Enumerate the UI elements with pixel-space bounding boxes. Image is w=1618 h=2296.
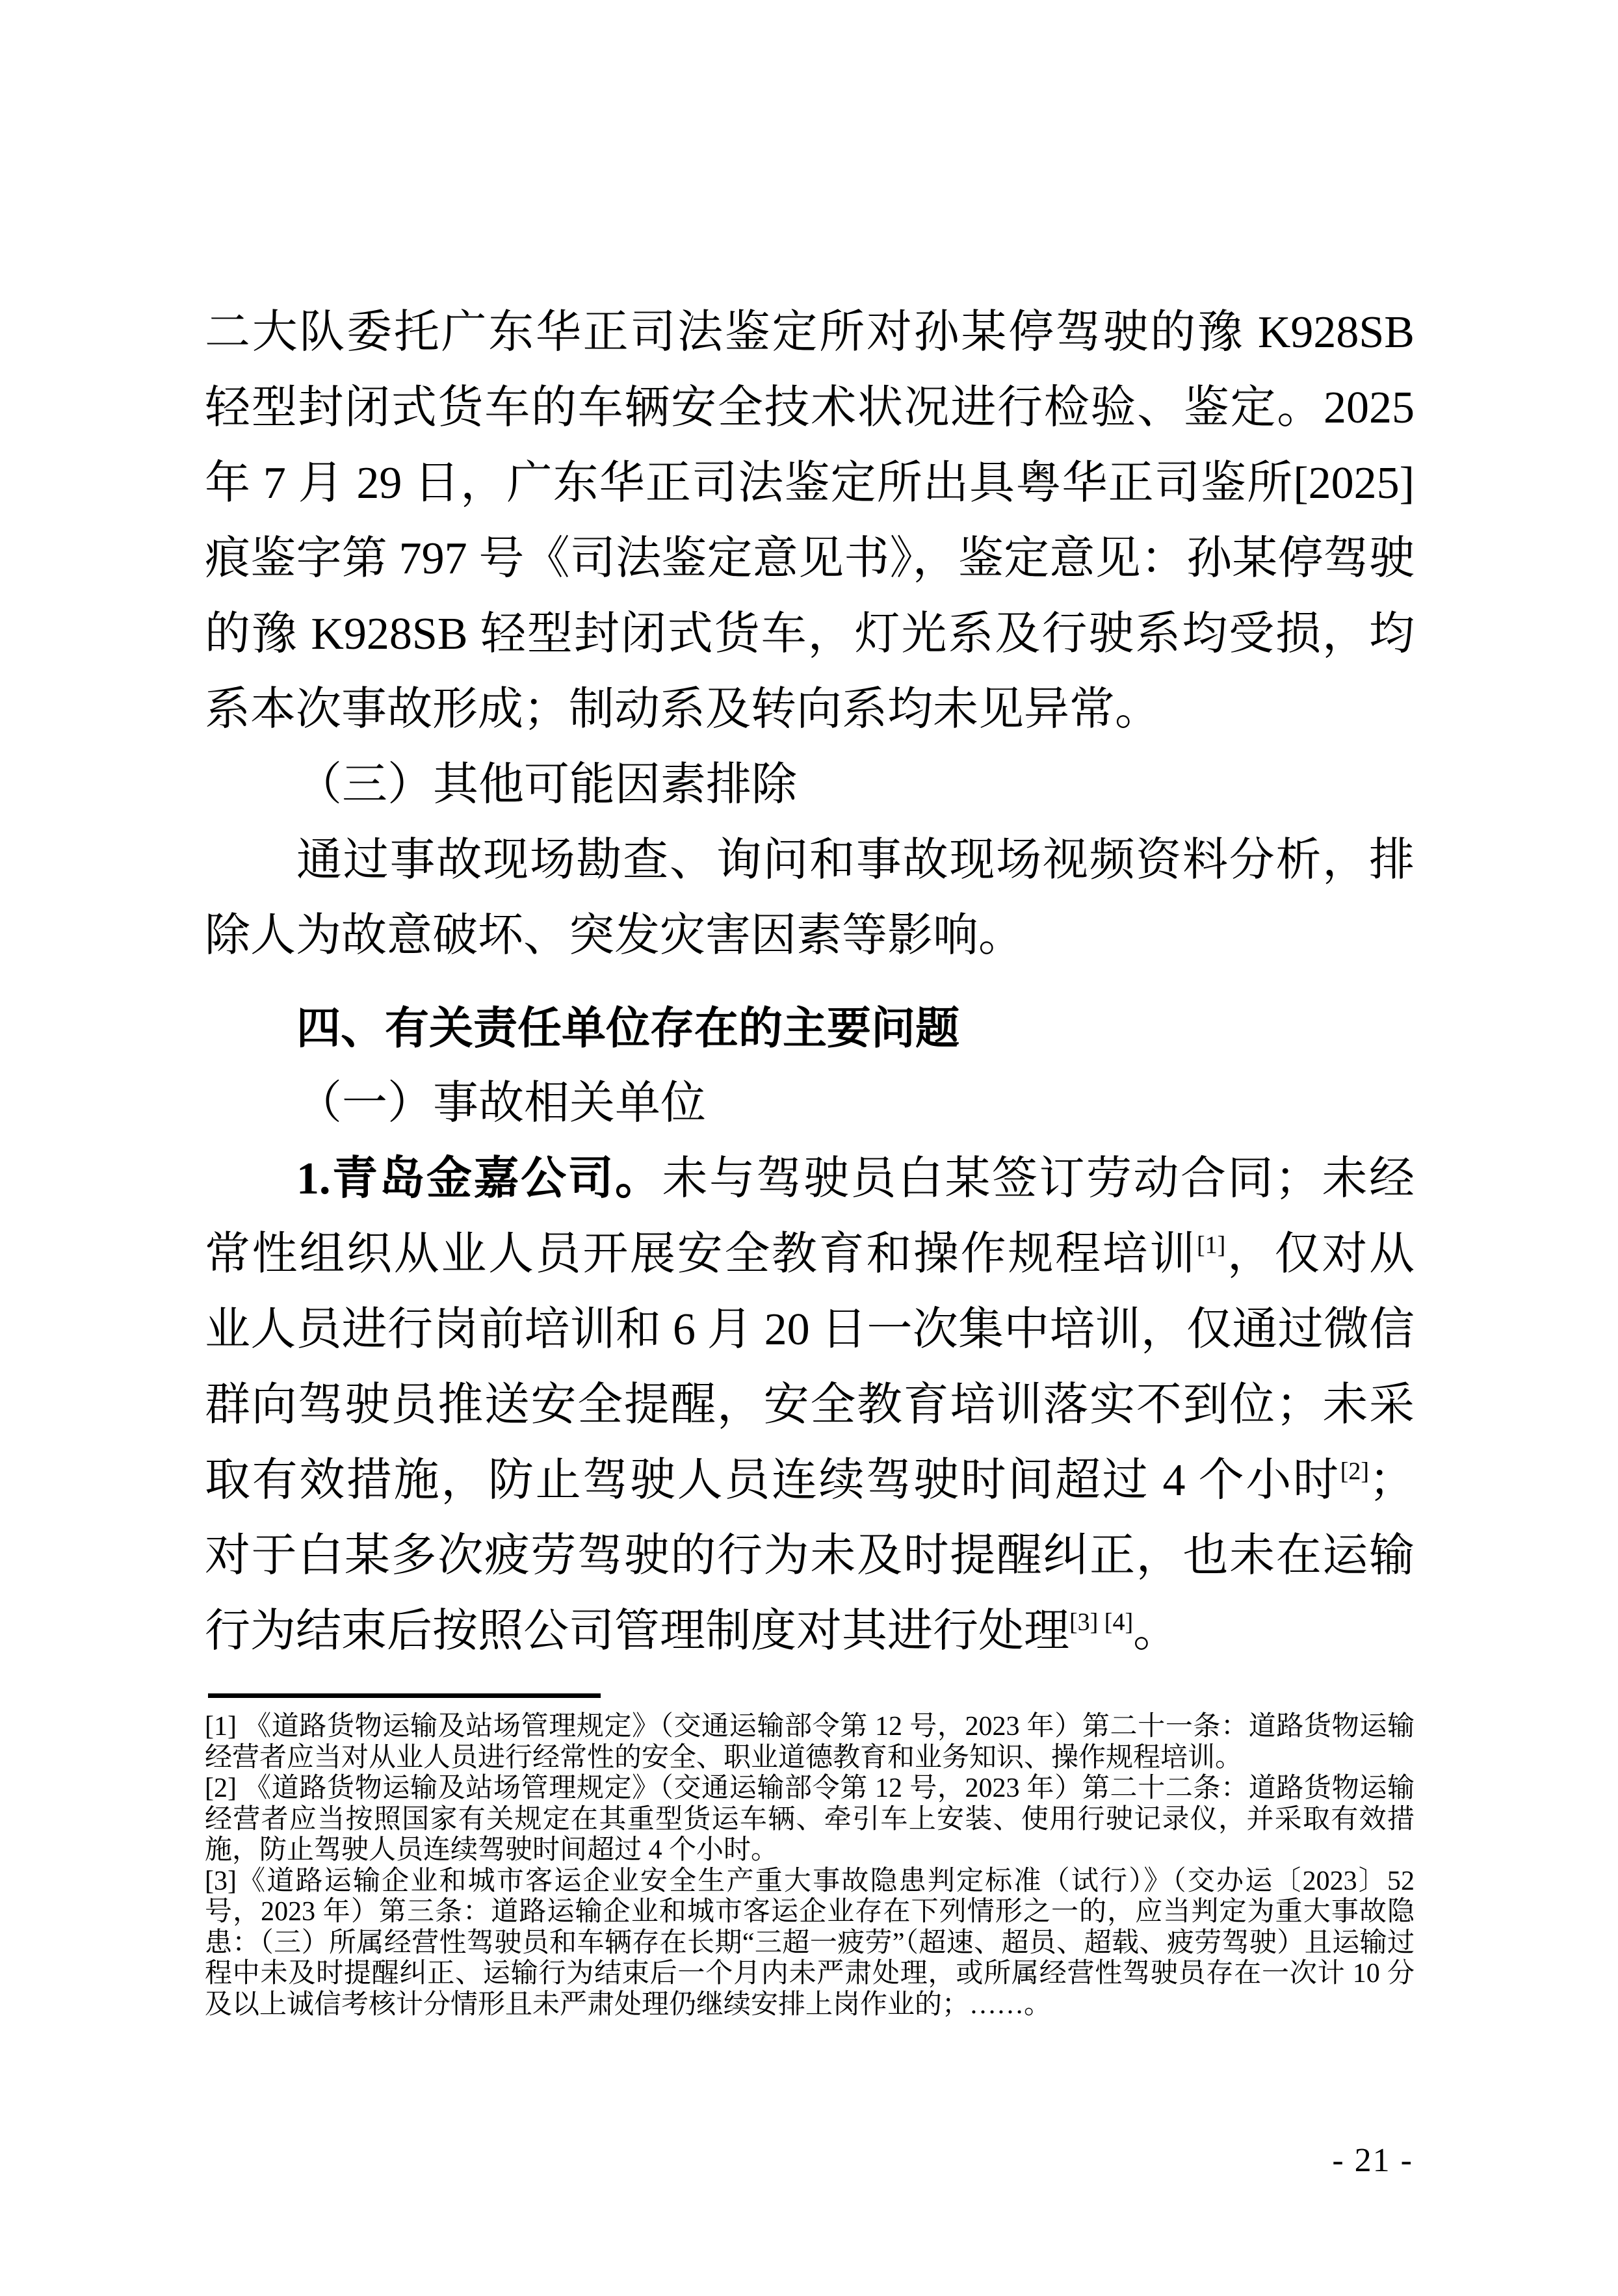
footnote-reference: [1]: [1197, 1231, 1226, 1259]
text-run: 四、有关责任单位存在的主要问题: [296, 1004, 960, 1053]
footnote-separator: [208, 1693, 601, 1698]
text-run: 通过事故现场勘查、询问和事故现场视频资料分析，排除人为故意破坏、突发灾害因素等影响。: [205, 835, 1415, 961]
text-run: ，仅对从业人员进行岗前培训和 6 月 20 日一次集中培训，仅通过微信群向驾驶员推送安全提醒，安全教育培训落实不到位；未采取有效措施，防止驾驶人员连续驾驶时间超过 4 个小时: [205, 1229, 1415, 1506]
footnote-item: [2] 《道路货物运输及站场管理规定》（交通运输部令第 12 号，2023 年）第二十二条：道路货物运输经营者应当按照国家有关规定在其重型货运车辆、牵引车上安装、使用行驶记录仪，并采取有效措施，防止驾驶人员连续驾驶时间超过 4 个小时。: [205, 1773, 1415, 1865]
footnote-reference: [2]: [1340, 1457, 1369, 1485]
text-run: 。: [1133, 1606, 1179, 1656]
emphasized-text: 1.青岛金嘉公司。: [296, 1154, 662, 1204]
footnote-item: [1] 《道路货物运输及站场管理规定》（交通运输部令第 12 号，2023 年）第二十一条：道路货物运输经营者应当对从业人员进行经常性的安全、职业道德教育和业务知识、操作规程培训。: [205, 1712, 1415, 1773]
paragraph: [205, 823, 1415, 974]
paragraph: [205, 295, 1415, 748]
text-run: （一）事故相关单位: [296, 1078, 706, 1128]
document-body: [205, 295, 1415, 1669]
text-run: 未与驾驶员白某签订劳动合同；未经常性组织从业人员开展安全教育和操作规程培训: [205, 1154, 1415, 1279]
footnote-item: [3]《道路运输企业和城市客运企业安全生产重大事故隐患判定标准（试行）》（交办运〔2023〕52 号，2023 年）第三条：道路运输企业和城市客运企业存在下列情形之一的，应当判定为重大事故隐患：（三）所属经营性驾驶员和车辆存在长期“三超一疲劳”（超速、超员、超载、疲劳驾驶）且运输过程中未及时提醒纠正、运输行为结束后一个月内未严肃处理，或所属经营性驾驶员存在一次计 10 分及以上诚信考核计分情形且未严肃处理仍继续安排上岗作业的；……。: [205, 1866, 1415, 2020]
footnote-reference: [3] [4]: [1069, 1608, 1134, 1636]
text-run: 二大队委托广东华正司法鉴定所对孙某停驾驶的豫 K928SB 轻型封闭式货车的车辆安全技术状况进行检验、鉴定。2025 年 7 月 29 日，广东华正司法鉴定所出具粤华正司鉴所[2025]痕鉴字第 797 号《司法鉴定意见书》，鉴定意见：孙某停驾驶的豫 K928SB 轻型封闭式货车，灯光系及行驶系均受损，均系本次事故形成；制动系及转向系均未见异常。: [205, 307, 1415, 735]
page-number: - 21 -: [1332, 2142, 1413, 2179]
footnotes-list: [205, 1712, 1415, 2020]
paragraph: [205, 748, 1415, 823]
text-run: （三）其他可能因素排除: [296, 760, 797, 810]
paragraph: [205, 1066, 1415, 1141]
section-heading: [205, 991, 1415, 1066]
paragraph: [205, 1141, 1415, 1669]
text-run: ；对于白某多次疲劳驾驶的行为未及时提醒纠正，也未在运输行为结束后按照公司管理制度对其进行处理: [205, 1455, 1415, 1656]
